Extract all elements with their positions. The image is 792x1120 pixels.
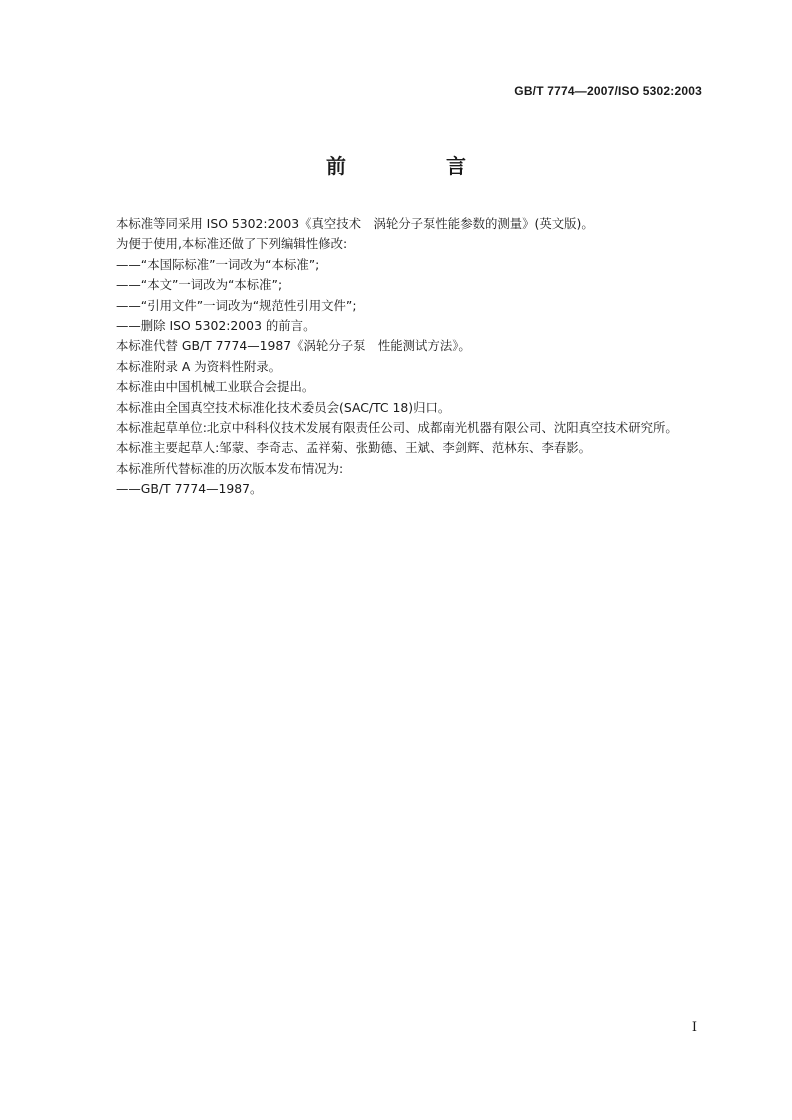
- list-item-change-1: ——“本国际标准”一词改为“本标准”;: [116, 256, 320, 272]
- page-title: 前 言: [326, 154, 506, 178]
- paragraph-history-intro: 本标准所代替标准的历次版本发布情况为:: [116, 460, 344, 476]
- paragraph-drafters: 本标准主要起草人:邹蒙、李奇志、孟祥菊、张勤德、王斌、李剑辉、范林东、李春影。: [116, 440, 592, 456]
- standard-code-header: GB/T 7774—2007/ISO 5302:2003: [514, 84, 702, 98]
- list-item-change-3: ——“引用文件”一词改为“规范性引用文件”;: [116, 297, 357, 313]
- paragraph-under-jurisdiction: 本标准由全国真空技术标准化技术委员会(SAC/TC 18)归口。: [116, 399, 451, 415]
- paragraph-adoption: 本标准等同采用 ISO 5302:2003《真空技术 涡轮分子泵性能参数的测量》(英文版)。: [116, 216, 594, 231]
- list-item-change-2: ——“本文”一词改为“本标准”;: [116, 277, 283, 293]
- paragraph-editorial-intro: 为便于使用,本标准还做了下列编辑性修改:: [116, 236, 348, 252]
- list-item-history-1: ——GB/T 7774—1987。: [116, 481, 263, 497]
- list-item-change-4: ——删除 ISO 5302:2003 的前言。: [116, 318, 316, 334]
- paragraph-replaces: 本标准代替 GB/T 7774—1987《涡轮分子泵 性能测试方法》。: [116, 338, 471, 354]
- paragraph-annex: 本标准附录 A 为资料性附录。: [116, 358, 282, 374]
- paragraph-proposed-by: 本标准由中国机械工业联合会提出。: [116, 379, 315, 395]
- paragraph-drafting-units: 本标准起草单位:北京中科科仪技术发展有限责任公司、成都南光机器有限公司、沈阳真空技术研究所。: [116, 420, 678, 436]
- page-number: I: [691, 1020, 697, 1035]
- foreword-body: [90, 214, 710, 500]
